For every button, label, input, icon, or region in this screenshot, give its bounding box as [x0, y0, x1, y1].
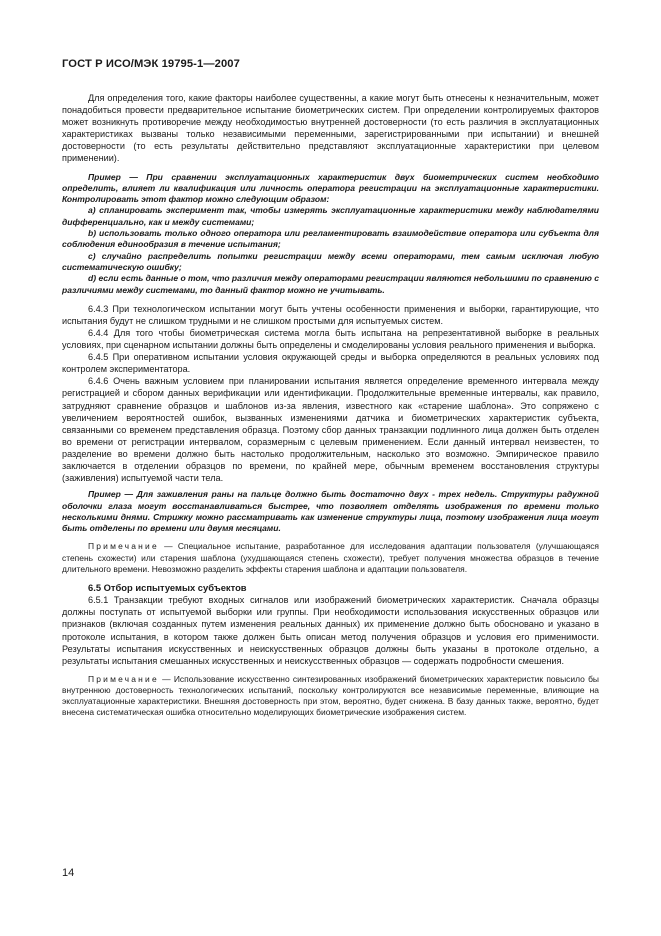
document-header: ГОСТ Р ИСО/МЭК 19795-1—2007	[62, 58, 240, 70]
clause-6-5-1: 6.5.1 Транзакции требуют входных сигналов или изображений биометрических характеристик. Сначала образцы должны поступать от испытуемой выборки или группы. При необходимости использования искусственных образцов или признаков (включая созданных путем изменения реальных данных) их применение должно быть обосновано и указано в протоколе испытания, в котором также должен быть описан метод получения образцов и условия его применимости. Результаты испытания искусственных и неискусственных образцов должны быть указаны в протоколе отдельно, а результаты испытания смешанных искусственных и неискусственных образцов — содержать подробности смешения.	[62, 595, 599, 666]
note-2-text: — Использование искусственно синтезированных изображений биометрических характеристик повысило бы внутреннюю достоверность технологических испытаний, поскольку контролируются все независимые переменные, влияющие на эксплуатационные характеристики. Внешняя достоверность при этом, вероятно, будет снижена. В базу данных также, вероятно, будет внесена систематическая ошибка относительно моделирующих биометрические изображения систем.	[62, 673, 599, 718]
example-2: Пример — Для заживления раны на пальце должно быть достаточно двух - трех недель. Структуры радужной оболочки глаза могут восстанавливаться быстрее, что позволяет отделять изображения по времени только несколькими днями. Стрижку можно рассматривать как изменение структуры лица, поэтому изображения лица могут быть отделены по времени или двумя месяцами.	[62, 489, 599, 534]
clause-6-4-5: 6.4.5 При оперативном испытании условия окружающей среды и выборка определяются в реальных условиях под контролем экспериментатора.	[62, 352, 599, 375]
example-1: Пример — При сравнении эксплуатационных характеристик двух биометрических систем необходимо определить, влияет ли квалификация или личность оператора регистрации на эксплуатационные характеристики. Контролировать этот фактор можно следующим образом:	[62, 171, 599, 205]
section-heading-6-5: 6.5 Отбор испытуемых субъектов	[88, 582, 247, 594]
intro-paragraph: Для определения того, какие факторы наиболее существенны, а какие могут быть отнесены к незначительным, может понадобиться провести предварительное испытание биометрических систем. При определении контролируемых факторов может возникнуть противоречие между необходимостью внутренней достоверности (то есть различия в эксплуатационных характеристиках вызваны только независимыми переменными, зарегистрированными при испытании) и внешней достоверности (то есть результаты действительно представляют эксплуатационные характеристики при целевом применении).	[62, 93, 599, 164]
example-1-item-d: d) если есть данные о том, что различия между операторами регистрации являются небольшими по сравнению с различиями между системами, то данный фактор можно не учитывать.	[62, 273, 599, 295]
note-2	[62, 674, 599, 719]
document-page	[62, 58, 599, 719]
example-1-item-b: b) использовать только одного оператора или регламентировать взаимодействие оператора или субъекта для соблюдения единообразия в течение испытания;	[62, 228, 599, 250]
clause-6-4-4: 6.4.4 Для того чтобы биометрическая система могла быть испытана на репрезентативной выборке в реальных условиях, при сценарном испытании должны быть определены и смоделированы условия реального применения и выборка.	[62, 328, 599, 351]
example-1-item-c: c) случайно распределить попытки регистрации между всеми операторами, тем самым исключая любую систематическую ошибку;	[62, 250, 599, 272]
clause-6-4-3: 6.4.3 При технологическом испытании могут быть учтены особенности применения и выборки, гарантирующие, что испытания будут не слишком трудными и не слишком простыми для испытуемых систем.	[62, 303, 599, 326]
note-1-text: — Специальное испытание, разработанное для исследования адаптации пользователя (улучшающаяся степень схожести) или старения шаблона (ухудшающаяся степень схожести), требует получения множества образцов в течение длительного времени. Невозможно разделить эффекты старения шаблона и адаптации пользователя.	[62, 541, 599, 574]
note-2-label: Примечание	[88, 673, 159, 684]
example-1-item-a: а) спланировать эксперимент так, чтобы измерять эксплуатационные характеристики между наблюдателями дифференциально, как и между системами;	[62, 205, 599, 227]
note-1-label: Примечание	[88, 541, 159, 552]
page-number: 14	[62, 867, 75, 879]
note-1	[62, 541, 599, 575]
clause-6-4-6: 6.4.6 Очень важным условием при планировании испытания является определение временного интервала между регистрацией и сбором данных верификации или идентификации. Продолжительные временные интервалы, как правило, затрудняют сравнение образцов и шаблонов из-за явления, известного как «старение шаблона». Это сопряжено с увеличением вероятностей ошибок, вызванных изменениями датчика и биометрических характеристик субъекта, связанными со временем представления образца. Поэтому сбор данных транзакции подлинного лица должен быть отделен во времени от регистрации интервалом, соразмерным с целевым применением. Если данный интервал неизвестен, то разделение во времени должно быть настолько продолжительным, насколько это возможно. Эмпирическое правило заключается в отделении образцов по времени, по крайней мере, обычным временем восстановления структуры (заживления) испытуемой части тела.	[62, 376, 599, 484]
